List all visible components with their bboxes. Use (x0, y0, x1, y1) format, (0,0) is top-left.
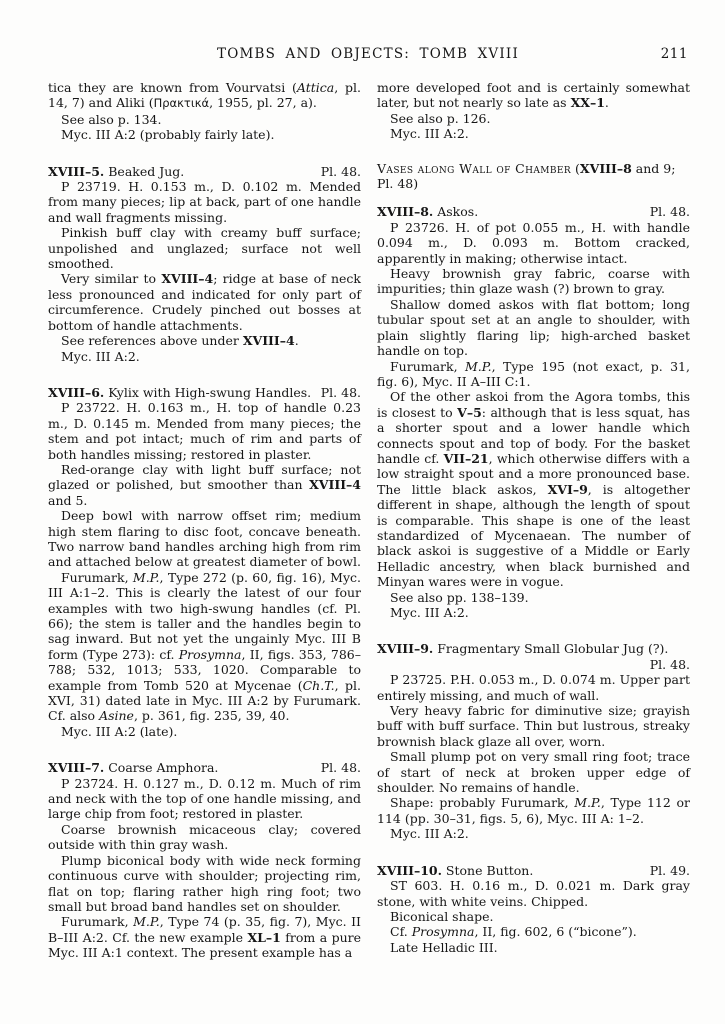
paragraph (377, 672, 690, 703)
text-run: , II, fig. 602, 6 (“bicone”). (474, 924, 637, 940)
text-run: M.P. (132, 569, 160, 585)
paragraph (48, 776, 361, 822)
catalog-entry-heading (377, 641, 690, 672)
entry-number: XVIII–5. (48, 163, 105, 179)
plate-reference: Pl. 48. (649, 204, 690, 220)
text-run: ; ridge at base of neck less pronounced and indicated for only part of circumference. Crudely pinched out bosses at bottom of handle attachments. (48, 271, 361, 333)
text-run: XVIII–4 (161, 271, 214, 287)
text-run: XVI–9 (547, 481, 588, 497)
entry-label (48, 164, 184, 179)
plate-reference: Pl. 48. (320, 760, 361, 776)
paragraph (377, 80, 690, 111)
entry-number: XVIII–6. (48, 384, 105, 400)
text-run: ( (571, 160, 580, 176)
paragraph (377, 703, 690, 749)
text-run: Myc. III A:2. (390, 605, 469, 620)
text-run: Myc. III A:2 (probably fairly late). (61, 127, 275, 143)
text-column-right (377, 80, 690, 961)
paragraph (48, 179, 361, 225)
text-run: M.P. (133, 914, 160, 930)
text-run: . (294, 333, 299, 349)
text-run: Myc. III A:2. (390, 826, 469, 842)
text-run: Myc. III A:2. (390, 126, 469, 142)
paragraph (48, 225, 361, 271)
paragraph (377, 126, 690, 141)
text-run: , pl. XVI, 31) dated late in Myc. III A:2 by Furumark. Cf. also (48, 677, 361, 724)
entry-label (377, 641, 690, 656)
paragraph (48, 462, 361, 508)
paragraph (377, 826, 690, 841)
paragraph (48, 349, 361, 364)
page-title: TOMBS AND OBJECTS: TOMB XVIII (217, 46, 519, 62)
paragraph (377, 795, 690, 826)
text-run: Very heavy fabric for diminutive size; grayish buff with buff surface. Thin but lustrous, streaky brownish black glaze all over, worn. (377, 703, 690, 749)
paragraph (377, 590, 690, 605)
entry-label (48, 385, 311, 400)
catalog-entry-heading (48, 385, 361, 400)
text-run: Asine (99, 708, 134, 724)
entry-label (377, 204, 478, 219)
text-run: Furumark, (61, 914, 134, 930)
text-column-left (48, 80, 361, 961)
text-run: ST 603. H. 0.16 m., D. 0.021 m. Dark gray stone, with white veins. Chipped. (377, 878, 690, 909)
paragraph (377, 605, 690, 620)
text-run: Πρακτικά (153, 96, 210, 111)
text-run: Furumark, (390, 358, 465, 374)
text-run: See also pp. 138–139. (390, 589, 529, 605)
text-run: See also p. 126. (390, 110, 491, 126)
text-run: M.P. (465, 358, 492, 374)
paragraph (377, 924, 690, 939)
text-run: from a pure Myc. III A:1 context. The present example has a (48, 929, 361, 961)
entry-title: Kylix with High-swung Handles. (108, 384, 312, 400)
text-run: M.P. (574, 795, 601, 811)
text-run: Cf. (390, 924, 412, 940)
text-run: Coarse brownish micaceous clay; covered outside with thin gray wash. (48, 821, 361, 853)
entry-number: XVIII–10. (377, 862, 442, 878)
entry-number: XVIII–8. (377, 204, 434, 220)
text-run: P 23722. H. 0.163 m., H. top of handle 0.23 m., D. 0.145 m. Mended from many pieces; the stem and pot intact; much of rim and parts of both handles missing; restored in plaster. (48, 400, 361, 462)
text-run: XVIII–8 (579, 160, 632, 176)
paragraph (377, 749, 690, 795)
paragraph (48, 80, 361, 112)
text-run: Shape: probably Furumark, (390, 795, 575, 811)
section-heading (377, 161, 690, 192)
entry-title: Coarse Amphora. (108, 760, 219, 776)
text-run: Myc. III A:2. (61, 348, 140, 364)
text-run: Deep bowl with narrow offset rim; medium high stem flaring to disc foot, concave beneath. Two narrow band handles arching high from rim and attached below at greatest diameter of bowl. (48, 508, 361, 570)
text-run: , is altogether different in shape, although the length of spout is comparable. This shape is one of the least standardized of Mycenaean. The number of black askoi is suggestive of a Middle or Early Helladic ancestry, when black burnished and Minyan wares were in vogue. (377, 481, 690, 590)
text-run: P 23725. P.H. 0.053 m., D. 0.074 m. Upper part entirely missing, and much of wall. (377, 672, 690, 703)
text-run: Shallow domed askos with flat bottom; long tubular spout set at an angle to shoulder, with plain slightly flaring lip; high-arched basket handle on top. (377, 296, 690, 359)
paragraph (377, 940, 690, 955)
text-run: Myc. III A:2 (late). (61, 723, 178, 739)
paragraph (377, 359, 690, 390)
running-head (48, 46, 688, 62)
text-run: , Type 195 (not exact, p. 31, fig. 6), Myc. II A–III C:1. (377, 358, 690, 389)
entry-label (48, 760, 218, 775)
text-run: more developed foot and is certainly somewhat later, but not nearly so late as (377, 80, 690, 111)
text-run: Furumark, (61, 569, 133, 585)
page-content (48, 80, 690, 961)
text-run: Plump biconical body with wide neck forming continuous curve with shoulder; projecting rim, flat on top; flaring rather high ring foot; two small but broad band handles set on shoulder. (48, 852, 361, 914)
catalog-entry-heading (48, 164, 361, 179)
entry-number: XVIII–9. (377, 641, 434, 657)
text-run: , p. 361, fig. 235, 39, 40. (133, 708, 290, 724)
text-run: . (604, 95, 609, 111)
text-run: : although that is less squat, has a shorter spout and a lower handle which connects spout and top of body. For the basket handle cf. (377, 404, 690, 466)
page-number: 211 (660, 46, 688, 62)
text-run: tica they are known from Vourvatsi ( (48, 80, 297, 95)
text-run: P 23724. H. 0.127 m., D. 0.12 m. Much of rim and neck with the top of one handle missing, and large chip from foot; restored in plaster. (48, 775, 361, 822)
text-run: Pinkish buff clay with creamy buff surface; unpolished and unglazed; surface not well smoothed. (48, 225, 361, 272)
text-run: Ch.T. (302, 677, 335, 693)
paragraph (48, 271, 361, 333)
text-run: XVIII–4 (242, 333, 295, 349)
text-run: , 1955, pl. 27, a). (209, 95, 317, 111)
text-run: Small plump pot on very small ring foot; trace of start of neck at broken upper edge of shoulder. No remains of handle. (377, 749, 690, 796)
paragraph (48, 822, 361, 853)
paragraph (48, 333, 361, 348)
paragraph (377, 878, 690, 909)
entry-number: XVIII–7. (48, 760, 105, 776)
text-run: , which otherwise differs with a low straight spout and a more pronounced base. The little black askos, (377, 450, 690, 497)
paragraph (48, 508, 361, 570)
paragraph (48, 724, 361, 739)
paragraph (377, 266, 690, 297)
plate-reference: Pl. 48. (320, 384, 361, 400)
text-run: , Type 272 (p. 60, fig. 16), Myc. III A:1–2. This is clearly the latest of our four examples with two high-swung handles (cf. Pl. 66); the stem is taller and the handles begin to sag inward. But not yet the ungainly Myc. III B form (Type 273): cf. (48, 569, 361, 662)
text-run: See also p. 134. (61, 111, 162, 127)
text-run: V–5 (457, 404, 482, 420)
plate-reference: Pl. 48. (649, 656, 690, 672)
paragraph (377, 220, 690, 266)
paragraph (48, 400, 361, 462)
text-run: , II, figs. 353, 786–788; 532, 1013; 533, 1020. Comparable to example from Tomb 520 at Mycenae ( (48, 646, 362, 693)
paragraph (377, 111, 690, 126)
catalog-entry-heading (377, 204, 690, 219)
text-run: and 9; Pl. 48) (377, 160, 676, 192)
paragraph (377, 389, 690, 589)
text-run: P 23726. H. of pot 0.055 m., H. with handle 0.094 m., D. 0.093 m. Bottom cracked, apparently in making; otherwise intact. (377, 219, 690, 266)
text-run: See references above under (61, 333, 243, 349)
paragraph (48, 127, 361, 142)
entry-title: Stone Button. (445, 862, 534, 878)
text-run: VII–21 (443, 450, 489, 466)
entry-title: Askos. (437, 204, 479, 220)
plate-reference: Pl. 48. (320, 163, 361, 179)
paragraph (48, 914, 361, 960)
paragraph (377, 909, 690, 924)
entry-title: Fragmentary Small Globular Jug (?). (437, 641, 669, 657)
paragraph (377, 297, 690, 359)
text-run: Biconical shape. (390, 908, 494, 924)
text-run: Red-orange clay with light buff surface; not glazed or polished, but smoother than (48, 461, 361, 493)
text-run: Of the other askoi from the Agora tombs, this is closest to (377, 389, 690, 420)
text-run: XVIII–4 (309, 477, 361, 493)
text-run: , pl. 14, 7) and Aliki ( (48, 80, 362, 111)
text-run: Vases along Wall of Chamber (377, 160, 572, 176)
text-run: Prosymna (411, 924, 475, 940)
paragraph (48, 570, 361, 724)
catalog-entry-heading (377, 863, 690, 878)
paragraph (48, 853, 361, 915)
text-run: Late Helladic III. (390, 939, 498, 955)
text-run: Attica (296, 80, 335, 95)
text-run: Heavy brownish gray fabric, coarse with impurities; thin glaze wash (?) brown to gray. (377, 266, 690, 297)
text-run: XL–1 (247, 929, 281, 945)
text-run: Prosymna (178, 646, 242, 662)
text-run: , Type 112 or 114 (pp. 30–31, figs. 5, 6), Myc. III A: 1–2. (377, 795, 690, 826)
text-run: XX–1 (570, 95, 605, 111)
paragraph (48, 112, 361, 127)
text-run: Very similar to (61, 271, 162, 287)
entry-title: Beaked Jug. (108, 163, 185, 179)
text-run: and 5. (48, 492, 88, 508)
text-run: P 23719. H. 0.153 m., D. 0.102 m. Mended from many pieces; lip at back, part of one handle and wall fragments missing. (48, 179, 361, 225)
plate-reference: Pl. 49. (649, 862, 690, 878)
entry-label (377, 863, 533, 878)
text-run: , Type 74 (p. 35, fig. 7), Myc. II B–III A:2. Cf. the new example (48, 914, 361, 945)
catalog-entry-heading (48, 760, 361, 775)
